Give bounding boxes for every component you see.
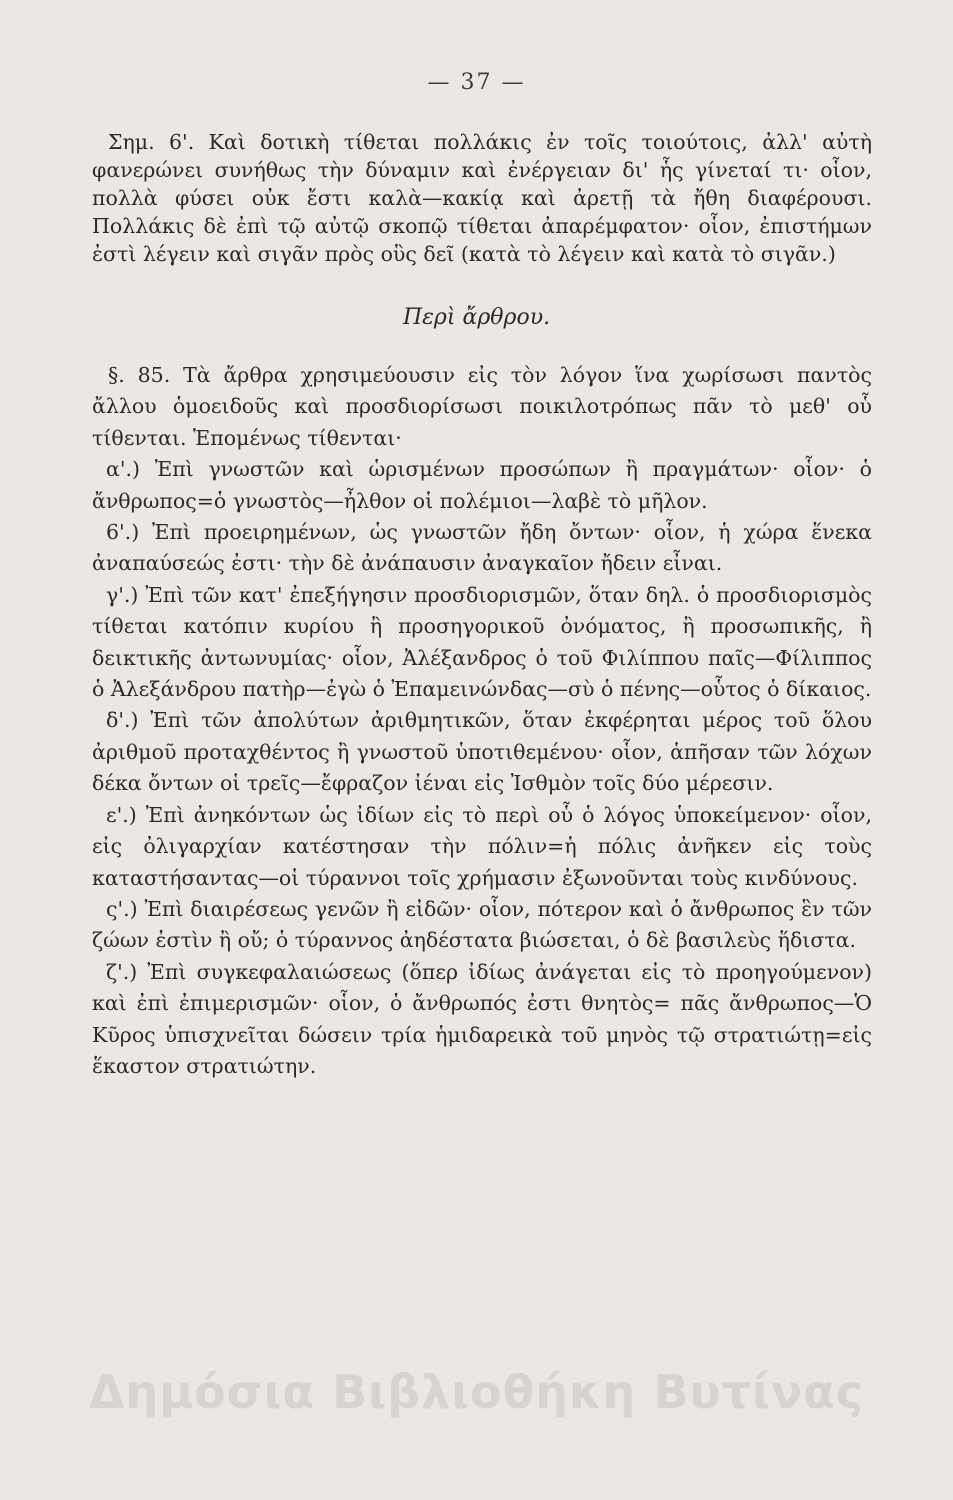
item-epsilon: ε'.) Ἐπὶ ἀνηκόντων ὡς ἰδίων εἰς τὸ περὶ οὗ ὁ λόγος ὑποκείμενον· οἷον, εἰς ὀλιγαρχίαν κατέστησαν τὴν πόλιν=ἡ πόλις ἀνῆκεν εἰς τοὺς καταστήσαντας—οἱ τύραννοι τοῖς χρήμασιν ἐξωνοῦνται τοὺς κινδύνους. — [92, 802, 872, 890]
section-heading: Περὶ ἄρθρου. — [402, 305, 551, 330]
library-watermark: Δημόσια Βιβλιοθήκη Βυτίνας — [88, 1365, 865, 1419]
paragraph-85: §. 85. Τὰ ἄρθρα χρησιμεύουσιν εἰς τὸν λόγον ἵνα χωρίσωσι παντὸς ἄλλου ὁμοειδοῦς καὶ προσδιορίσωσι ποικιλοτρόπως πᾶν τὸ μεθ' οὗ τίθενται. Ἑπομένως τίθενται· — [92, 363, 872, 450]
item-alpha: α'.) Ἐπὶ γνωστῶν καὶ ὡρισμένων προσώπων ἢ πραγμάτων· οἷον· ὁ ἄνθρωπος=ὁ γνωστὸς—ἦλθον οἱ πολέμιοι—λαβὲ τὸ μῆλον. — [92, 457, 872, 513]
note-paragraph: Σημ. 6'. Καὶ δοτικὴ τίθεται πολλάκις ἐν τοῖς τοιούτοις, ἀλλ' αὐτὴ φανερώνει συνήθως τὴν δύναμιν καὶ ἐνέργειαν δι' ἧς γίνεταί τι· οἷον, πολλὰ φύσει οὐκ ἔστι καλὰ—κακίᾳ καὶ ἀρετῇ τὰ ἤθη διαφέρουσι. Πολλάκις δὲ ἐπὶ τῷ αὐτῷ σκοπῷ τίθεται ἀπαρέμφατον· οἷον, ἐπιστήμων ἐστὶ λέγειν καὶ σιγᾶν πρὸς οὓς δεῖ (κατὰ τὸ λέγειν καὶ κατὰ τὸ σιγᾶν.) — [92, 130, 872, 266]
item-stigma: ς'.) Ἐπὶ διαιρέσεως γενῶν ἢ εἰδῶν· οἷον, πότερον καὶ ὁ ἄνθρωπος ἓν τῶν ζώων ἐστὶν ἢ οὔ; ὁ τύραννος ἀηδέστατα βιώσεται, ὁ δὲ βασιλεὺς ἥδιστα. — [92, 896, 872, 953]
item-gamma: γ'.) Ἐπὶ τῶν κατ' ἐπεξήγησιν προσδιορισμῶν, ὅταν δηλ. ὁ προσδιορισμὸς τίθεται κατόπιν κυρίου ἢ προσηγορικοῦ ὀνόματος, ἢ προσωπικῆς, ἢ δεικτικῆς ἀντωνυμίας· οἷον, Ἀλέξανδρος ὁ τοῦ Φιλίππου παῖς—Φίλιππος ὁ Ἀλεξάνδρου πατὴρ—ἐγὼ ὁ Ἐπαμεινώνδας—σὺ ὁ πένης—οὗτος ὁ δίκαιος. — [92, 582, 872, 702]
item-delta: δ'.) Ἐπὶ τῶν ἀπολύτων ἀριθμητικῶν, ὅταν ἐκφέρηται μέρος τοῦ ὅλου ἀριθμοῦ προταχθέντος ἢ γνωστοῦ ὑποτιθεμένου· οἷον, ἁπῆσαν τῶν λόχων δέκα ὄντων οἱ τρεῖς—ἔφραζον ἰέναι εἰς Ἰσθμὸν τοῖς δύο μέρεσιν. — [92, 708, 872, 796]
item-zeta: ζ'.) Ἐπὶ συγκεφαλαιώσεως (ὅπερ ἰδίως ἀνάγεται εἰς τὸ προηγούμενον) καὶ ἐπὶ ἐπιμερισμῶν· οἷον, ὁ ἄνθρωπός ἐστι θνητὸς= πᾶς ἄνθρωπος—Ὁ Κῦρος ὑπισχνεῖται δώσειν τρία ἡμιδαρεικὰ τοῦ μηνὸς τῷ στρατιώτῃ=εἰς ἕκαστον στρατιώτην. — [92, 959, 872, 1078]
section-body — [92, 360, 872, 1082]
note-block — [92, 128, 872, 268]
page-number: — 37 — — [427, 70, 526, 95]
item-beta: 6'.) Ἐπὶ προειρημένων, ὡς γνωστῶν ἤδη ὄντων· οἷον, ἡ χώρα ἕνεκα ἀναπαύσεώς ἐστι· τὴν δὲ ἀνάπαυσιν ἀναγκαῖον ἤδειν εἶναι. — [92, 520, 872, 576]
